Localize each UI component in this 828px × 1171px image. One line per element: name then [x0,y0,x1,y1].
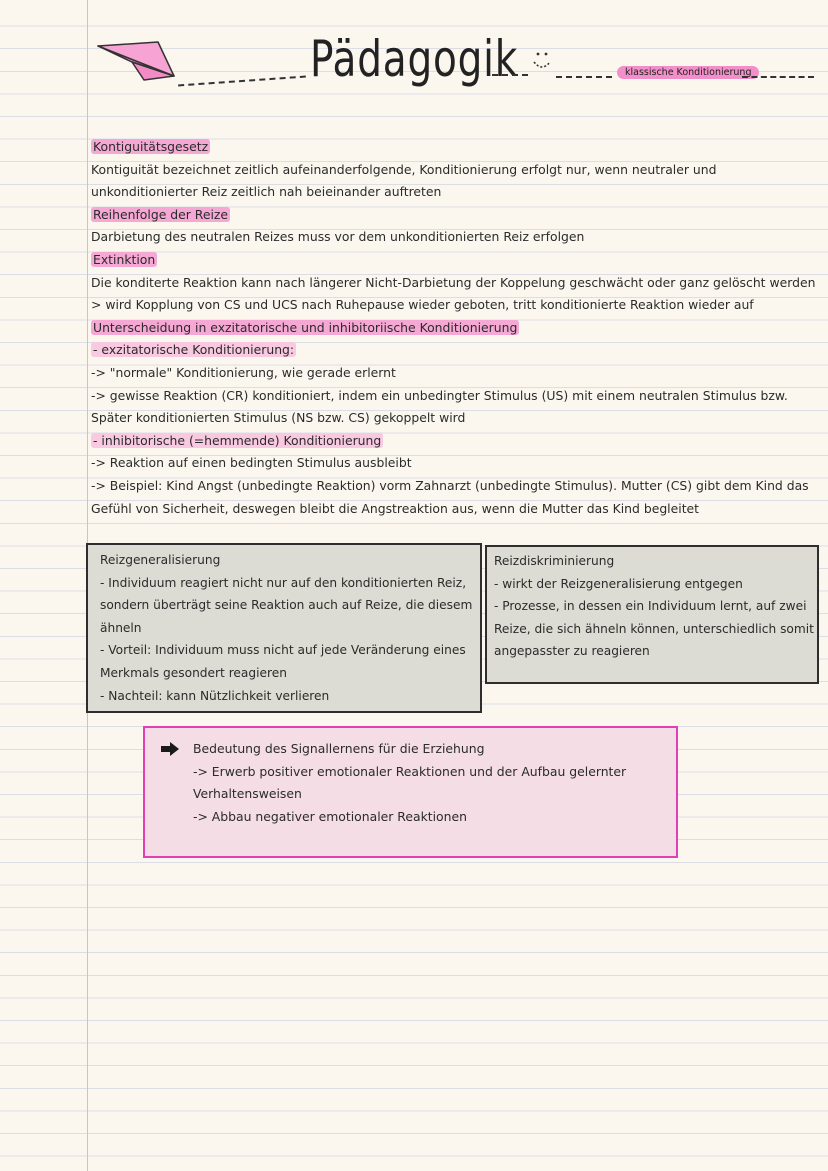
box-line: - Nachteil: kann Nützlichkeit verlieren [100,688,330,703]
box-line: ähneln [100,620,142,635]
notes-body [91,136,816,520]
box-line: - Individuum reagiert nicht nur auf den konditionierten Reiz, [100,575,467,590]
page-title: Pädagogik [310,30,519,88]
heading-extinktion: Extinktion [93,251,156,267]
box-line: angepasster zu reagieren [494,644,650,659]
text-line: -> "normale" Konditionierung, wie gerade erlernt [91,364,396,380]
box-line: - Vorteil: Individuum muss nicht auf jede Veränderung eines [100,643,466,658]
header-dash-middle [492,74,528,76]
text-line: Kontiguität bezeichnet zeitlich aufeinanderfolgende, Konditionierung erfolgt nur, wenn neutraler und [91,161,717,177]
header-dash-left [178,76,306,87]
box-line: - wirkt der Reizgeneralisierung entgegen [494,576,743,591]
subheading-exzitatorisch: - exzitatorische Konditionierung: [93,342,295,358]
header-dash-right-b [742,76,814,78]
box-line: Reize, die sich ähneln können, unterschiedlich somit [494,621,814,636]
arrow-right-icon [161,742,179,756]
text-line: Die konditerte Reaktion kann nach längerer Nicht-Darbietung der Koppelung geschwächt oder ganz gelöscht werden [91,274,816,290]
heading-reihenfolge: Reihenfolge der Reize [93,206,229,222]
text-line: > wird Kopplung von CS und UCS nach Ruhepause wieder geboten, tritt konditionierte Reaktion wieder auf [91,297,754,313]
reizgeneralisierung-box [86,543,482,713]
box-line: Verhaltensweisen [193,786,302,802]
text-line: unkonditionierter Reiz zeitlich nah beieinander auftreten [91,184,442,200]
box-line: - Prozesse, in dessen ein Individuum lernt, auf zwei [494,599,807,614]
box-line: sondern überträgt seine Reaktion auch auf Reize, die diesem [100,598,473,613]
subheading-inhibitorisch: - inhibitorische (=hemmende) Konditionierung [93,432,382,448]
heading-unterscheidung: Unterscheidung in exzitatorische und inhibitoriische Konditionierung [93,319,518,335]
box-line: -> Erwerb positiver emotionaler Reaktionen und der Aufbau gelernter [193,763,627,779]
text-line: -> gewisse Reaktion (CR) konditioniert, indem ein unbedingter Stimulus (US) mit einem neutralen Stimulus bzw. [91,387,788,403]
page-header [0,0,828,130]
smiley-icon [530,48,554,78]
text-line: Gefühl von Sicherheit, deswegen bleibt die Angstreaktion aus, wenn die Mutter das Kind begleitet [91,500,700,516]
paper-plane-icon [96,36,178,86]
text-line: -> Beispiel: Kind Angst (unbedingte Reaktion) vorm Zahnarzt (unbedingte Stimulus). Mutter (CS) gibt dem Kind das [91,477,809,493]
topic-tag: klassische Konditionierung [617,66,759,79]
box-title: Reizdiskriminierung [494,554,615,568]
box-line: Merkmals gesondert reagieren [100,665,287,680]
reizdiskriminierung-box [485,545,819,684]
bedeutung-box [143,726,678,858]
box-line: -> Abbau negativer emotionaler Reaktionen [193,808,467,824]
text-line: -> Reaktion auf einen bedingten Stimulus ausbleibt [91,455,412,471]
text-line: Später konditionierten Stimulus (NS bzw. CS) gekoppelt wird [91,410,466,426]
heading-kontiguitaetsgesetz: Kontiguitätsgesetz [93,139,209,154]
box-title: Bedeutung des Signallernens für die Erziehung [193,741,485,756]
box-title: Reizgeneralisierung [100,553,221,567]
header-dash-right-a [556,76,612,78]
text-line: Darbietung des neutralen Reizes muss vor dem unkonditionierten Reiz erfolgen [91,229,585,245]
